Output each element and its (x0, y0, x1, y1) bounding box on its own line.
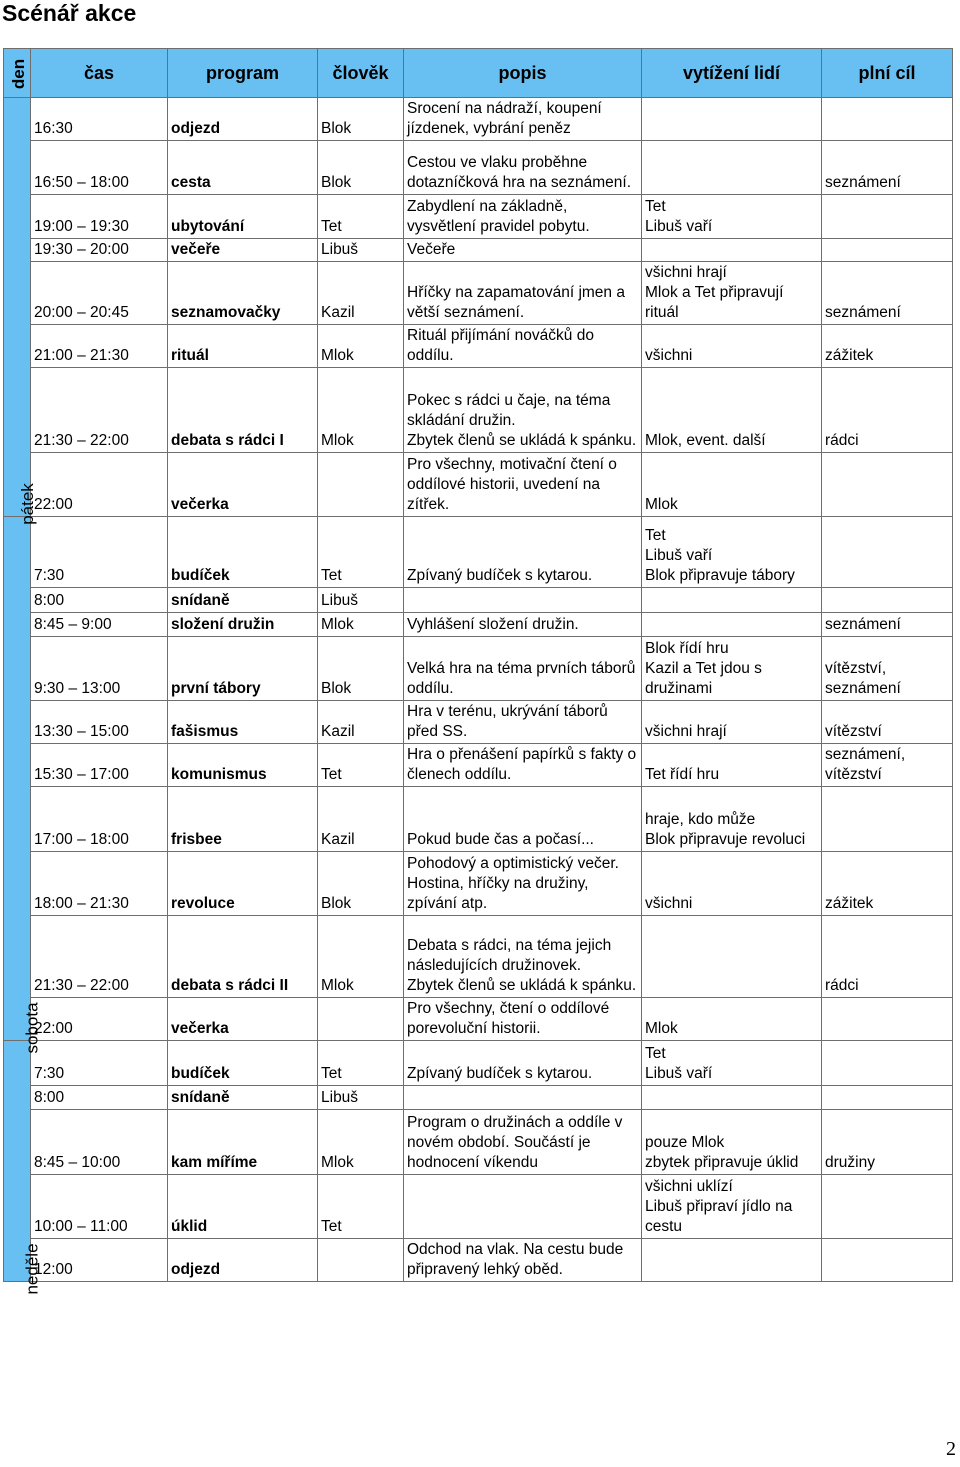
description-cell: Večeře (404, 239, 642, 262)
workload-cell: hraje, kdo může Blok připravuje revoluci (642, 787, 822, 852)
table-header-row (4, 49, 953, 98)
table-row (4, 517, 953, 588)
description-cell: Pro všechny, motivační čtení o oddílové historii, uvedení na zítřek. (404, 453, 642, 517)
table-row (4, 98, 953, 141)
goal-cell (822, 195, 953, 239)
goal-cell (822, 1175, 953, 1239)
time-cell: 18:00 – 21:30 (31, 852, 168, 916)
workload-cell (642, 141, 822, 195)
time-cell: 9:30 – 13:00 (31, 637, 168, 701)
workload-cell: všichni uklízí Libuš připraví jídlo na cestu (642, 1175, 822, 1239)
workload-cell: Blok řídí hru Kazil a Tet jdou s družinami (642, 637, 822, 701)
table-row (4, 1041, 953, 1086)
workload-cell: všichni (642, 325, 822, 368)
program-cell: snídaně (168, 1086, 318, 1110)
description-cell: Zpívaný budíček s kytarou. (404, 1041, 642, 1086)
table-row (4, 1175, 953, 1239)
workload-cell (642, 1239, 822, 1282)
schedule-table (3, 48, 953, 1295)
program-cell: rituál (168, 325, 318, 368)
goal-cell (822, 453, 953, 517)
program-cell: odjezd (168, 98, 318, 141)
program-cell: ubytování (168, 195, 318, 239)
program-cell: večeře (168, 239, 318, 262)
table-row (4, 916, 953, 998)
workload-cell: pouze Mlok zbytek připravuje úklid (642, 1110, 822, 1175)
description-cell: Cestou ve vlaku proběhne dotazníčková hra na seznámení. (404, 141, 642, 195)
description-cell: Zabydlení na základně, vysvětlení pravidel pobytu. (404, 195, 642, 239)
person-cell: Mlok (318, 325, 404, 368)
program-cell: cesta (168, 141, 318, 195)
table-row (4, 325, 953, 368)
time-cell: 13:30 – 15:00 (31, 701, 168, 744)
person-cell: Tet (318, 1041, 404, 1086)
goal-cell: seznámení (822, 141, 953, 195)
description-cell: Pohodový a optimistický večer. Hostina, hříčky na družiny, zpívání atp. (404, 852, 642, 916)
person-cell: Tet (318, 195, 404, 239)
workload-cell (642, 98, 822, 141)
workload-cell: Mlok, event. další (642, 368, 822, 453)
program-cell: fašismus (168, 701, 318, 744)
goal-cell: seznámení (822, 613, 953, 637)
time-cell: 8:00 (31, 588, 168, 613)
workload-cell (642, 239, 822, 262)
goal-cell: zážitek (822, 325, 953, 368)
header-cas: čas (31, 49, 168, 98)
time-cell: 21:30 – 22:00 (31, 368, 168, 453)
description-cell: Pro všechny, čtení o oddílové porevoluční historii. (404, 998, 642, 1041)
time-cell: 22:00 (31, 998, 168, 1041)
time-cell: 8:45 – 10:00 (31, 1110, 168, 1175)
program-cell: úklid (168, 1175, 318, 1239)
workload-cell: Mlok (642, 453, 822, 517)
program-cell: večerka (168, 998, 318, 1041)
time-cell: 15:30 – 17:00 (31, 744, 168, 787)
table-row (4, 368, 953, 453)
header-program: program (168, 49, 318, 98)
time-cell: 20:00 – 20:45 (31, 262, 168, 325)
program-cell: debata s rádci II (168, 916, 318, 998)
goal-cell: vítězství, seznámení (822, 637, 953, 701)
person-cell: Blok (318, 852, 404, 916)
time-cell: 22:00 (31, 453, 168, 517)
workload-cell (642, 916, 822, 998)
workload-cell: všichni hrají Mlok a Tet připravují rituál (642, 262, 822, 325)
goal-cell (822, 998, 953, 1041)
program-cell: debata s rádci I (168, 368, 318, 453)
description-cell: Zpívaný budíček s kytarou. (404, 517, 642, 588)
workload-cell: Tet Libuš vaří (642, 1041, 822, 1086)
program-cell: budíček (168, 1041, 318, 1086)
goal-cell (822, 239, 953, 262)
person-cell: Blok (318, 98, 404, 141)
person-cell: Blok (318, 141, 404, 195)
goal-cell (822, 1239, 953, 1282)
person-cell: Mlok (318, 613, 404, 637)
program-cell: komunismus (168, 744, 318, 787)
program-cell: první tábory (168, 637, 318, 701)
time-cell: 10:00 – 11:00 (31, 1175, 168, 1239)
person-cell: Libuš (318, 588, 404, 613)
header-vytizeni: vytížení lidí (642, 49, 822, 98)
table-row (4, 637, 953, 701)
table-row (4, 262, 953, 325)
time-cell: 16:30 (31, 98, 168, 141)
day-cell-nedele: neděle (4, 1041, 31, 1282)
goal-cell (822, 787, 953, 852)
person-cell: Mlok (318, 916, 404, 998)
description-cell (404, 1086, 642, 1110)
person-cell: Kazil (318, 701, 404, 744)
time-cell: 21:00 – 21:30 (31, 325, 168, 368)
goal-cell (822, 1086, 953, 1110)
table-row (4, 852, 953, 916)
table-row (4, 998, 953, 1041)
program-cell: odjezd (168, 1239, 318, 1282)
person-cell: Kazil (318, 262, 404, 325)
table-row (4, 1239, 953, 1282)
time-cell: 19:00 – 19:30 (31, 195, 168, 239)
description-cell: Hra v terénu, ukrývání táborů před SS. (404, 701, 642, 744)
description-cell: Program o družinách a oddíle v novém období. Součástí je hodnocení víkendu (404, 1110, 642, 1175)
time-cell: 17:00 – 18:00 (31, 787, 168, 852)
table-row (4, 195, 953, 239)
person-cell (318, 998, 404, 1041)
table-row (4, 701, 953, 744)
goal-cell: rádci (822, 368, 953, 453)
table-row (4, 588, 953, 613)
table-row (4, 141, 953, 195)
table-row (4, 613, 953, 637)
page-number: 2 (946, 1438, 956, 1460)
description-cell: Pokud bude čas a počasí... (404, 787, 642, 852)
header-popis: popis (404, 49, 642, 98)
time-cell: 7:30 (31, 1041, 168, 1086)
person-cell: Libuš (318, 1086, 404, 1110)
workload-cell: Tet řídí hru (642, 744, 822, 787)
time-cell: 12:00 (31, 1239, 168, 1282)
time-cell: 19:30 – 20:00 (31, 239, 168, 262)
goal-cell: zážitek (822, 852, 953, 916)
header-den: den (4, 49, 31, 98)
person-cell (318, 453, 404, 517)
description-cell (404, 588, 642, 613)
person-cell: Blok (318, 637, 404, 701)
description-cell: Hra o přenášení papírků s fakty o členech oddílu. (404, 744, 642, 787)
workload-cell: všichni hrají (642, 701, 822, 744)
person-cell: Libuš (318, 239, 404, 262)
description-cell: Odchod na vlak. Na cestu bude připravený lehký oběd. (404, 1239, 642, 1282)
person-cell (318, 1239, 404, 1282)
goal-cell: seznámení (822, 262, 953, 325)
workload-cell (642, 1086, 822, 1110)
workload-cell (642, 588, 822, 613)
description-cell: Velká hra na téma prvních táborů oddílu. (404, 637, 642, 701)
table-row (4, 1086, 953, 1110)
person-cell: Mlok (318, 1110, 404, 1175)
workload-cell: Tet Libuš vaří Blok připravuje tábory (642, 517, 822, 588)
person-cell: Mlok (318, 368, 404, 453)
time-cell: 7:30 (31, 517, 168, 588)
goal-cell (822, 517, 953, 588)
workload-cell (642, 613, 822, 637)
time-cell: 21:30 – 22:00 (31, 916, 168, 998)
table-row (4, 1110, 953, 1175)
program-cell: složení družin (168, 613, 318, 637)
table-row (4, 787, 953, 852)
goal-cell (822, 1041, 953, 1086)
description-cell: Pokec s rádci u čaje, na téma skládání družin. Zbytek členů se ukládá k spánku. (404, 368, 642, 453)
time-cell: 16:50 – 18:00 (31, 141, 168, 195)
day-cell-sobota: sobota (4, 517, 31, 1041)
program-cell: frisbee (168, 787, 318, 852)
table-row (4, 744, 953, 787)
time-cell: 8:00 (31, 1086, 168, 1110)
program-cell: revoluce (168, 852, 318, 916)
person-cell: Tet (318, 1175, 404, 1239)
program-cell: budíček (168, 517, 318, 588)
description-cell: Debata s rádci, na téma jejich následujících družinovek. Zbytek členů se ukládá k spánku. (404, 916, 642, 998)
workload-cell: Tet Libuš vaří (642, 195, 822, 239)
header-cil: plní cíl (822, 49, 953, 98)
description-cell: Srocení na nádraží, koupení jízdenek, vybrání peněz (404, 98, 642, 141)
page-title: Scénář akce (2, 0, 137, 26)
program-cell: večerka (168, 453, 318, 517)
goal-cell: rádci (822, 916, 953, 998)
goal-cell: družiny (822, 1110, 953, 1175)
goal-cell: seznámení, vítězství (822, 744, 953, 787)
table-row (4, 239, 953, 262)
description-cell: Vyhlášení složení družin. (404, 613, 642, 637)
day-cell-patek: pátek (4, 98, 31, 517)
person-cell: Tet (318, 517, 404, 588)
description-cell: Rituál přijímání nováčků do oddílu. (404, 325, 642, 368)
goal-cell (822, 588, 953, 613)
description-cell (404, 1175, 642, 1239)
person-cell: Tet (318, 744, 404, 787)
workload-cell: Mlok (642, 998, 822, 1041)
table-row (4, 453, 953, 517)
program-cell: seznamovačky (168, 262, 318, 325)
time-cell: 8:45 – 9:00 (31, 613, 168, 637)
description-cell: Hříčky na zapamatování jmen a větší seznámení. (404, 262, 642, 325)
person-cell: Kazil (318, 787, 404, 852)
program-cell: kam míříme (168, 1110, 318, 1175)
program-cell: snídaně (168, 588, 318, 613)
goal-cell (822, 98, 953, 141)
header-clovek: člověk (318, 49, 404, 98)
workload-cell: všichni (642, 852, 822, 916)
goal-cell: vítězství (822, 701, 953, 744)
